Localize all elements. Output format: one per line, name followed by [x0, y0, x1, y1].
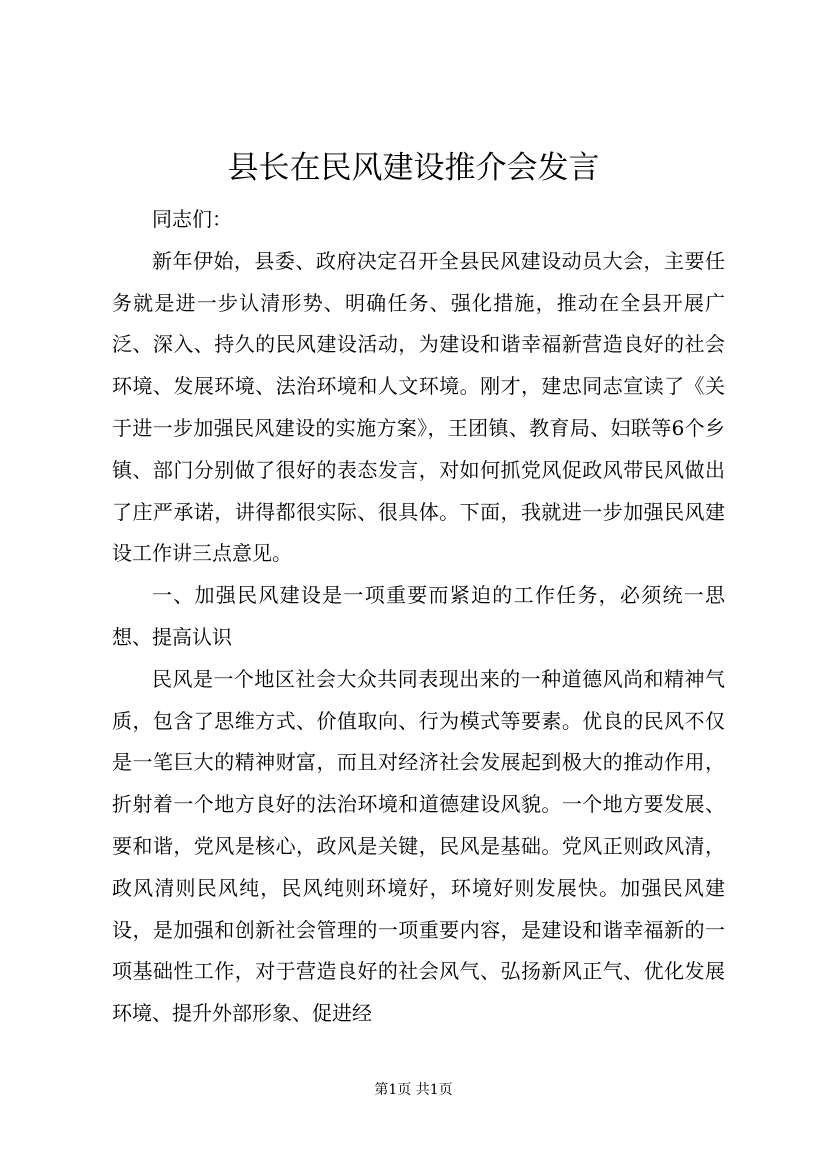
salutation: 同志们：	[152, 207, 232, 231]
document-title: 县长在民风建设推介会发言	[227, 150, 600, 186]
section-heading-1: 一、加强民风建设是一项重要而紧迫的工作任务，必须统一思想、提高认识	[112, 583, 725, 649]
paragraph-opening: 新年伊始，县委、政府决定召开全县民风建设动员大会，主要任务就是进一步认清形势、明确任务、强化措施，推动在全县开展广泛、深入、持久的民风建设活动，为建设和谐幸福新营造良好的社会环境、发展环境、法治环境和人文环境。刚才，建忠同志宣读了《关于进一步加强民风建设的实施方案》，王团镇、教育局、妇联等6个乡镇、部门分别做了很好的表态发言，对如何抓党风促政风带民风做出了庄严承诺，讲得都很实际、很具体。下面，我就进一步加强民风建设工作讲三点意见。	[112, 248, 725, 566]
page-number-footer: 第1页 共1页	[374, 1082, 453, 1098]
paragraph-section-1: 民风是一个地区社会大众共同表现出来的一种道德风尚和精神气质，包含了思维方式、价值取向、行为模式等要素。优良的民风不仅是一笔巨大的精神财富，而且对经济社会发展起到极大的推动作用，折射着一个地方良好的法治环境和道德建设风貌。一个地方要发展、要和谐，党风是核心，政风是关键，民风是基础。党风正则政风清，政风清则民风纯，民风纯则环境好，环境好则发展快。加强民风建设，是加强和创新社会管理的一项重要内容，是建设和谐幸福新的一项基础性工作，对于营造良好的社会风气、弘扬新风正气、优化发展环境、提升外部形象、促进经	[112, 666, 725, 1026]
document-body	[112, 199, 725, 1035]
